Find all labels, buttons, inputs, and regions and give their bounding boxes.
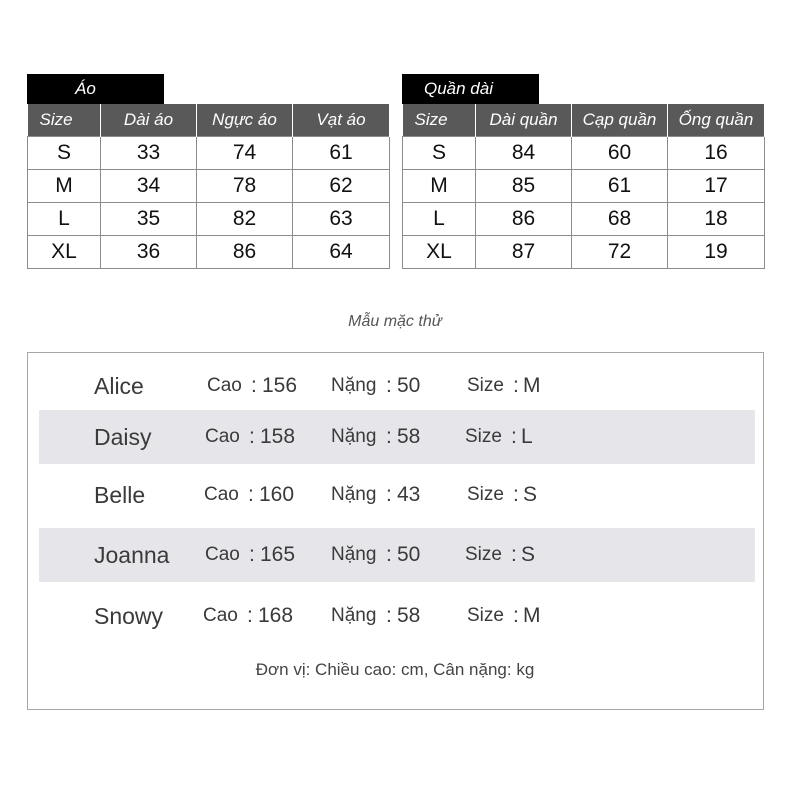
size-colon: : xyxy=(511,543,517,566)
header-size: Size xyxy=(403,104,476,137)
models-panel xyxy=(27,352,764,710)
model-name: Alice xyxy=(94,373,144,399)
table-row xyxy=(28,170,390,203)
size-colon: : xyxy=(513,374,519,397)
size-colon: : xyxy=(511,425,517,448)
table-header-row xyxy=(403,104,765,137)
table-cell: 60 xyxy=(572,137,668,170)
height-colon: : xyxy=(251,374,257,397)
pants-tab: Quần dài xyxy=(402,74,539,104)
height-label: Cao xyxy=(203,605,238,626)
weight-colon: : xyxy=(386,425,392,448)
models-caption: Mẫu mặc thử xyxy=(348,313,442,330)
height-label: Cao xyxy=(205,544,240,565)
model-name: Joanna xyxy=(94,542,170,568)
table-row xyxy=(403,236,765,269)
weight-value: 58 xyxy=(397,425,421,448)
size-value: L xyxy=(521,425,533,448)
weight-label: Nặng xyxy=(331,484,377,505)
table-header-row xyxy=(28,104,390,137)
pants-size-table xyxy=(402,104,765,269)
table-cell: L xyxy=(403,203,476,236)
table-cell: 34 xyxy=(101,170,197,203)
size-value: S xyxy=(521,543,536,566)
table-cell: 36 xyxy=(101,236,197,269)
units-note: Đơn vị: Chiều cao: cm, Cân nặng: kg xyxy=(255,660,535,679)
table-cell: 61 xyxy=(293,137,390,170)
model-row xyxy=(39,528,755,582)
table-cell: 86 xyxy=(476,203,572,236)
table-cell: 86 xyxy=(197,236,293,269)
table-row xyxy=(403,203,765,236)
header-hem: Vạt áo xyxy=(293,104,390,137)
header-leg-opening: Ống quần xyxy=(668,104,765,137)
height-value: 165 xyxy=(260,543,296,566)
table-cell: XL xyxy=(28,236,101,269)
shirt-tab: Áo xyxy=(27,74,164,104)
weight-value: 50 xyxy=(397,543,421,566)
height-value: 158 xyxy=(260,425,296,448)
header-waist: Cạp quần xyxy=(572,104,668,137)
table-row xyxy=(28,203,390,236)
table-cell: 68 xyxy=(572,203,668,236)
header-length: Dài quần xyxy=(476,104,572,137)
shirt-size-table xyxy=(27,104,390,269)
table-cell: 17 xyxy=(668,170,765,203)
table-cell: L xyxy=(28,203,101,236)
table-cell: 61 xyxy=(572,170,668,203)
weight-colon: : xyxy=(386,483,392,506)
table-cell: 64 xyxy=(293,236,390,269)
table-cell: 18 xyxy=(668,203,765,236)
size-value: M xyxy=(523,374,541,397)
model-row xyxy=(39,410,755,464)
height-colon: : xyxy=(247,604,253,627)
model-name: Snowy xyxy=(94,603,164,629)
model-row xyxy=(39,468,755,522)
table-cell: S xyxy=(28,137,101,170)
weight-label: Nặng xyxy=(331,375,377,396)
table-row xyxy=(403,137,765,170)
model-row xyxy=(39,359,755,413)
height-colon: : xyxy=(249,543,255,566)
weight-label: Nặng xyxy=(331,605,377,626)
table-row xyxy=(403,170,765,203)
height-value: 160 xyxy=(259,483,295,506)
table-cell: 19 xyxy=(668,236,765,269)
table-row xyxy=(28,137,390,170)
table-cell: 78 xyxy=(197,170,293,203)
height-label: Cao xyxy=(204,484,239,505)
table-cell: 63 xyxy=(293,203,390,236)
table-cell: 72 xyxy=(572,236,668,269)
table-cell: M xyxy=(403,170,476,203)
weight-label: Nặng xyxy=(331,426,377,447)
weight-value: 50 xyxy=(397,374,421,397)
size-label: Size xyxy=(467,484,504,505)
weight-colon: : xyxy=(386,543,392,566)
table-cell: 82 xyxy=(197,203,293,236)
header-length: Dài áo xyxy=(101,104,197,137)
size-colon: : xyxy=(513,604,519,627)
table-row xyxy=(28,236,390,269)
height-colon: : xyxy=(249,425,255,448)
table-cell: 35 xyxy=(101,203,197,236)
table-cell: 84 xyxy=(476,137,572,170)
size-label: Size xyxy=(467,375,504,396)
table-cell: M xyxy=(28,170,101,203)
table-cell: 74 xyxy=(197,137,293,170)
height-value: 156 xyxy=(262,374,298,397)
table-cell: 62 xyxy=(293,170,390,203)
size-value: M xyxy=(523,604,541,627)
table-cell: XL xyxy=(403,236,476,269)
weight-value: 58 xyxy=(397,604,421,627)
model-name: Belle xyxy=(94,482,146,508)
size-label: Size xyxy=(465,426,502,447)
weight-label: Nặng xyxy=(331,544,377,565)
table-cell: 85 xyxy=(476,170,572,203)
height-label: Cao xyxy=(205,426,240,447)
table-cell: 33 xyxy=(101,137,197,170)
size-label: Size xyxy=(465,544,502,565)
height-colon: : xyxy=(248,483,254,506)
table-cell: 16 xyxy=(668,137,765,170)
header-chest: Ngực áo xyxy=(197,104,293,137)
weight-colon: : xyxy=(386,374,392,397)
table-cell: 87 xyxy=(476,236,572,269)
weight-colon: : xyxy=(386,604,392,627)
weight-value: 43 xyxy=(397,483,421,506)
header-size: Size xyxy=(28,104,101,137)
height-label: Cao xyxy=(207,375,242,396)
model-name: Daisy xyxy=(94,424,152,450)
size-value: S xyxy=(523,483,538,506)
size-label: Size xyxy=(467,605,504,626)
model-row xyxy=(39,589,755,643)
size-colon: : xyxy=(513,483,519,506)
table-cell: S xyxy=(403,137,476,170)
height-value: 168 xyxy=(258,604,294,627)
